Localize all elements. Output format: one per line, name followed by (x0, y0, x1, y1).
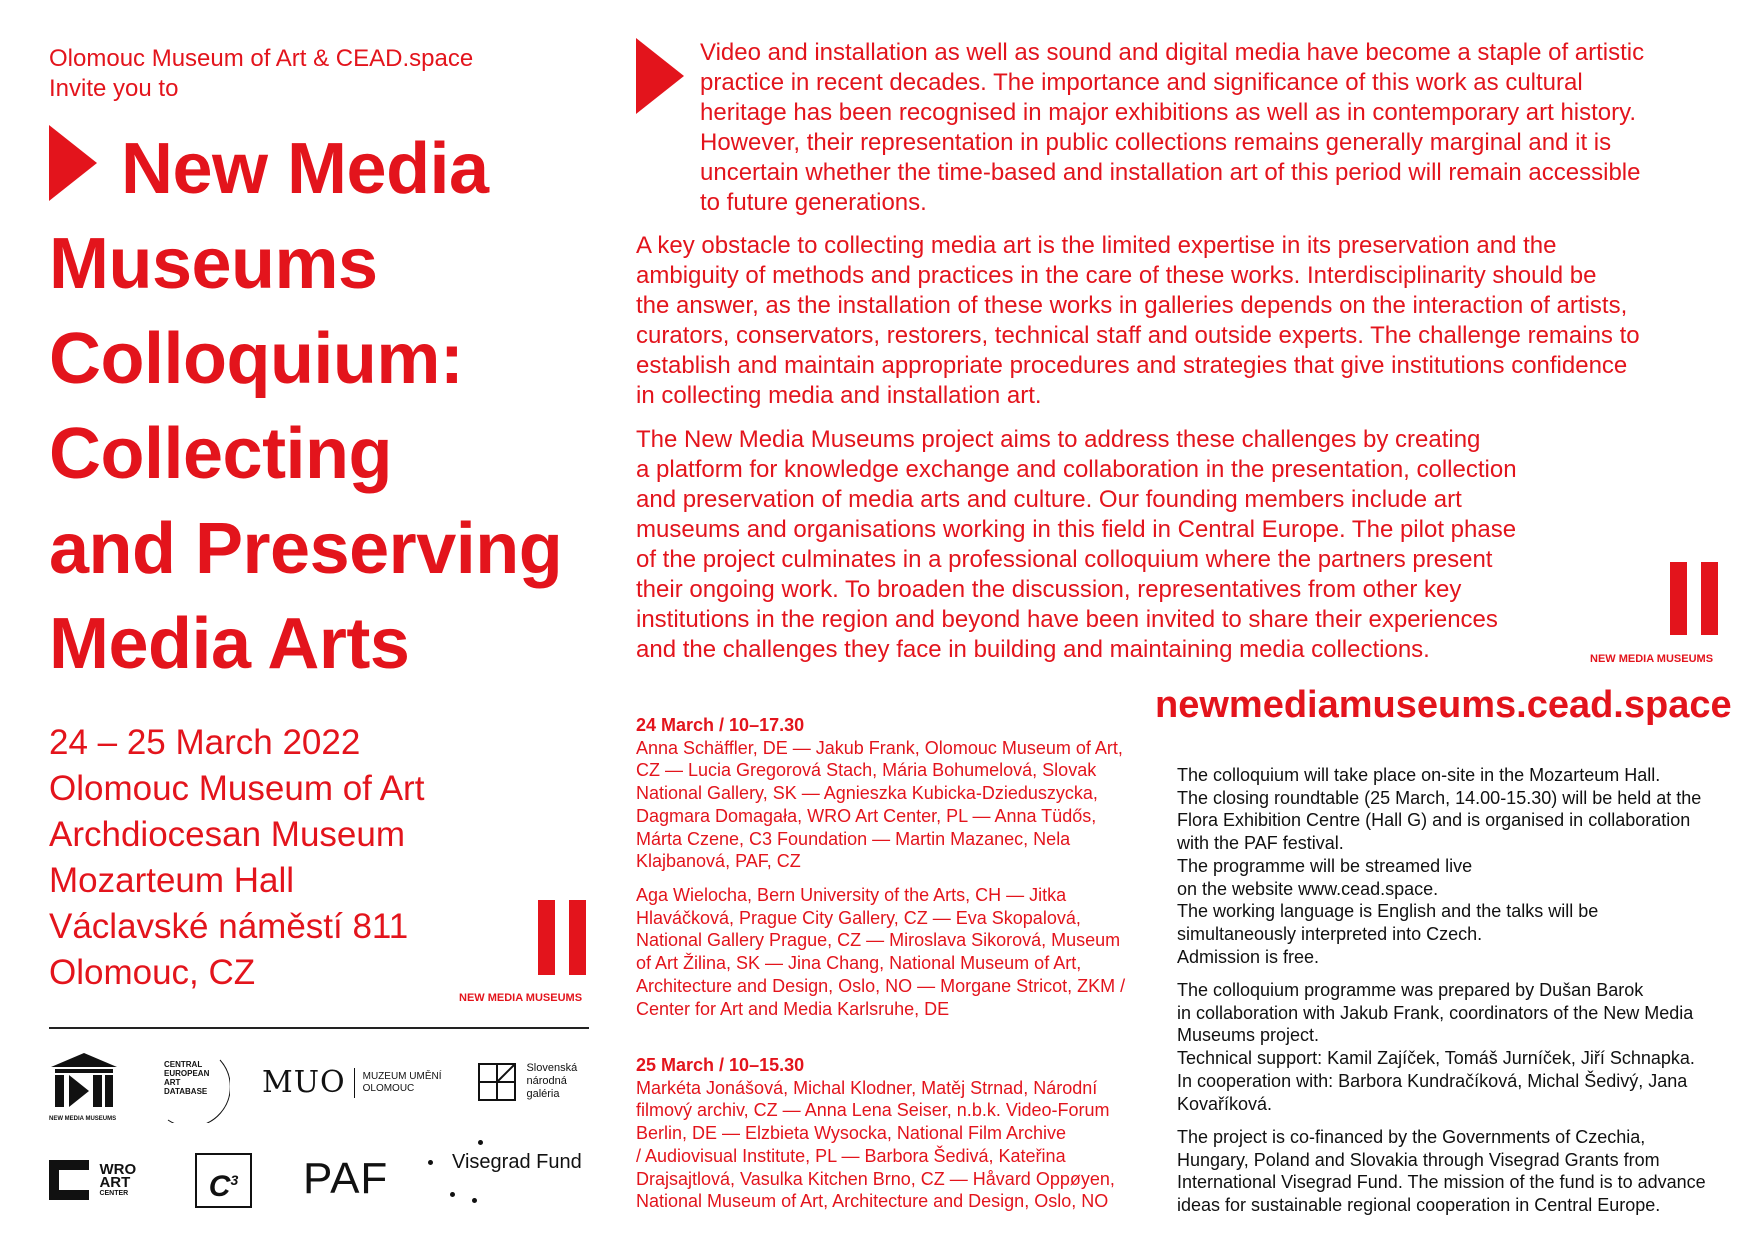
c3-logo: $C^3$ (195, 1153, 252, 1208)
speaker-line: Hlaváčková, Prague City Gallery, CZ — Eva Skopalová, (636, 907, 1081, 928)
speaker-line: Dagmara Domagała, WRO Art Center, PL — Anna Tüdős, (636, 805, 1097, 826)
sng-logo (478, 1062, 577, 1101)
speaker-line: CZ — Lucia Gregorová Stach, Mária Bohumelová, Slovak (636, 760, 1097, 781)
nmm-partner-logo (49, 1051, 119, 1121)
logo-caption: NEW MEDIA MUSEUMS (459, 992, 583, 1004)
event-venue (49, 720, 424, 996)
text-line: institutions in the region and beyond have been invited to share their experiences (636, 606, 1498, 633)
info-line: simultaneously interpreted into Czech. (1177, 923, 1483, 944)
info-line: The working language is English and the talks will be (1177, 901, 1599, 922)
text-line: However, their representation in public collections remains generally marginal and it is (700, 129, 1612, 156)
info-line: Museums project. (1177, 1025, 1320, 1046)
logo-bar (1670, 562, 1687, 635)
obstacle-paragraph (636, 231, 1640, 411)
ceadb-arc-icon (160, 1058, 230, 1123)
host-line: Olomouc Museum of Art & CEAD.space (49, 45, 474, 72)
programme-day2 (636, 1054, 1115, 1213)
host-intro (49, 44, 473, 104)
text-line: their ongoing work. To broaden the discussion, representatives from other key (636, 576, 1462, 603)
website-link[interactable]: newmediamuseums.cead.space (1155, 684, 1732, 726)
text-line: the answer, as the installation of these works in galleries depends on the interaction of artists, (636, 292, 1628, 319)
text-line: in collecting media and installation art. (636, 382, 1042, 409)
speaker-line: National Gallery Prague, CZ — Miroslava Sikorová, Museum (636, 930, 1121, 951)
info-line: International Visegrad Fund. The mission of the fund is to advance (1177, 1172, 1706, 1193)
day1-heading: 24 March / 10–17.30 (636, 715, 805, 735)
play-triangle-icon (49, 125, 97, 201)
project-paragraph (636, 425, 1517, 665)
wro-caption: WRO ART CENTER (99, 1160, 137, 1197)
title-line: New Media (49, 122, 609, 217)
speaker-line: / Audiovisual Institute, PL — Barbora Šedivá, Kateřina (636, 1145, 1066, 1166)
info-line: The colloquium will take place on-site in the Mozarteum Hall. (1177, 765, 1661, 785)
muo-logo (262, 1065, 442, 1100)
dot-icon (478, 1140, 483, 1145)
ceadb-line: CENTRAL (164, 1060, 203, 1069)
speaker-line: filmový archiv, CZ — Anna Lena Seiser, n.b.k. Video-Forum (636, 1100, 1110, 1121)
venue-line: Olomouc Museum of Art (49, 769, 425, 808)
text-line: museums and organisations working in this field in Central Europe. The pilot phase (636, 516, 1517, 543)
dot-icon (472, 1198, 477, 1203)
title-line: and Preserving (49, 509, 563, 589)
venue-line: Václavské náměstí 811 (49, 907, 409, 946)
intro-paragraph (700, 38, 1644, 218)
funding-info (1177, 1126, 1706, 1217)
sng-grid-icon (478, 1063, 516, 1101)
speaker-line: Markéta Jonášová, Michal Klodner, Matěj Strnad, Národní (636, 1077, 1098, 1098)
text-line: uncertain whether the time-based and installation art of this period will remain accessible (700, 159, 1641, 186)
info-line: Kovaříková. (1177, 1093, 1273, 1114)
speaker-line: Center for Art and Media Karlsruhe, DE (636, 998, 950, 1019)
speaker-line: Anna Schäffler, DE — Jakub Frank, Olomouc Museum of Art, (636, 737, 1123, 758)
info-line: ideas for sustainable regional cooperation in Central Europe. (1177, 1195, 1661, 1216)
text-line: to future generations. (700, 189, 927, 216)
ceadb-line: EUROPEAN (164, 1069, 210, 1078)
logo-bar (538, 900, 555, 975)
paf-logo: PAF (303, 1154, 389, 1203)
ceadb-line: ART (164, 1078, 181, 1087)
visegrad-fund-label: Visegrad Fund (452, 1151, 582, 1173)
info-line: in collaboration with Jakub Frank, coordinators of the New Media (1177, 1002, 1694, 1023)
info-line: Admission is free. (1177, 946, 1320, 967)
text-line: ambiguity of methods and practices in the care of these works. Interdisciplinarity should be (636, 262, 1597, 289)
speaker-line: Drajsajtlová, Vasulka Kitchen Brno, CZ — Håvard Oppøyen, (636, 1168, 1115, 1189)
text-line: establish and maintain appropriate procedures and strategies that give institutions confidence (636, 352, 1628, 379)
practical-info (1177, 764, 1701, 968)
text-line: practice in recent decades. The importance and significance of this work as cultural (700, 69, 1583, 96)
logo-bar (569, 900, 586, 975)
text-line: of the project culminates in a professional colloquium where the partners present (636, 546, 1493, 573)
speaker-line: Berlin, DE — Elzbieta Wysocka, National Film Archive (636, 1123, 1066, 1144)
speaker-line: Márta Czene, C3 Foundation — Martin Mazanec, Nela (636, 828, 1071, 849)
info-line: The programme will be streamed live (1177, 855, 1473, 876)
muo-wordmark: MUO (262, 1065, 346, 1100)
speaker-line: of Art Žilina, SK — Jina Chang, National Museum of Art, (636, 953, 1082, 974)
info-line: In cooperation with: Barbora Kundračíková, Michal Šedivý, Jana (1177, 1070, 1688, 1091)
info-line: The closing roundtable (25 March, 14.00-15.30) will be held at the (1177, 787, 1702, 808)
new-media-museums-logo (1590, 562, 1722, 672)
logo-bar (1701, 562, 1718, 635)
venue-date: 24 – 25 March 2022 (49, 723, 361, 762)
speaker-line: Architecture and Design, Oslo, NO — Morgane Stricot, ZKM / (636, 975, 1126, 996)
programme-day1-afternoon (636, 884, 1125, 1020)
info-line: Hungary, Poland and Slovakia through Visegrad Grants from (1177, 1149, 1660, 1170)
text-line: Video and installation as well as sound and digital media have become a staple of artistic (700, 39, 1645, 66)
info-line: with the PAF festival. (1177, 833, 1344, 854)
venue-line: Mozarteum Hall (49, 861, 295, 900)
title-line: Collecting (49, 414, 393, 494)
text-line: and the challenges they face in building and maintaining media collections. (636, 636, 1430, 663)
info-line: Flora Exhibition Centre (Hall G) and is organised in collaboration (1177, 810, 1691, 831)
dot-icon (428, 1160, 433, 1165)
info-line: Technical support: Kamil Zajíček, Tomáš Jurníček, Jiří Schnapka. (1177, 1048, 1695, 1069)
text-line: a platform for knowledge exchange and collaboration in the presentation, collection (636, 456, 1517, 483)
wro-mark-icon (49, 1160, 89, 1200)
programme-day1 (636, 714, 1123, 873)
text-line: heritage has been recognised in major exhibitions as well as in contemporary art history. (700, 99, 1637, 126)
day2-heading: 25 March / 10–15.30 (636, 1055, 805, 1075)
text-line: A key obstacle to collecting media art is the limited expertise in its preservation and the (636, 232, 1557, 259)
credits-info (1177, 979, 1695, 1115)
dot-icon (450, 1192, 455, 1197)
wro-logo (49, 1160, 136, 1200)
text-line: curators, conservators, restorers, technical staff and outside experts. The challenge remains to (636, 322, 1640, 349)
text-line: The New Media Museums project aims to address these challenges by creating (636, 426, 1481, 453)
title-line: Colloquium: (49, 319, 464, 399)
venue-line: Archdiocesan Museum (49, 815, 405, 854)
muo-caption: MUZEUM UMĚNÍ OLOMOUC (362, 1070, 442, 1094)
venue-line: Olomouc, CZ (49, 953, 256, 992)
sng-caption: Slovenská národná galéria (526, 1062, 578, 1100)
speaker-line: National Gallery, SK — Agnieszka Kubicka-Dzieduszycka, (636, 783, 1098, 804)
event-title (49, 122, 609, 692)
ceadb-logo (160, 1058, 230, 1123)
ceadb-line: DATABASE (164, 1087, 208, 1096)
speaker-line: National Museum of Art, Architecture and Design, Oslo, NO (636, 1191, 1109, 1212)
museum-building-icon (49, 1051, 119, 1111)
info-line: on the website www.cead.space. (1177, 878, 1439, 899)
speaker-line: Klajbanová, PAF, CZ (636, 851, 801, 872)
title-line: Media Arts (49, 604, 410, 684)
speaker-line: Aga Wielocha, Bern University of the Arts, CH — Jitka (636, 885, 1067, 905)
new-media-museums-logo (459, 900, 590, 1010)
title-line: Museums (49, 224, 378, 304)
text-line: and preservation of media arts and culture. Our founding members include art (636, 486, 1462, 513)
host-line: Invite you to (49, 75, 179, 102)
nmm-partner-caption: NEW MEDIA MUSEUMS (49, 1116, 117, 1122)
info-line: The colloquium programme was prepared by Dušan Barok (1177, 980, 1644, 1000)
play-triangle-icon (636, 38, 684, 114)
logo-caption: NEW MEDIA MUSEUMS (1590, 653, 1714, 665)
info-line: The project is co-financed by the Governments of Czechia, (1177, 1127, 1646, 1147)
divider (49, 1027, 589, 1029)
